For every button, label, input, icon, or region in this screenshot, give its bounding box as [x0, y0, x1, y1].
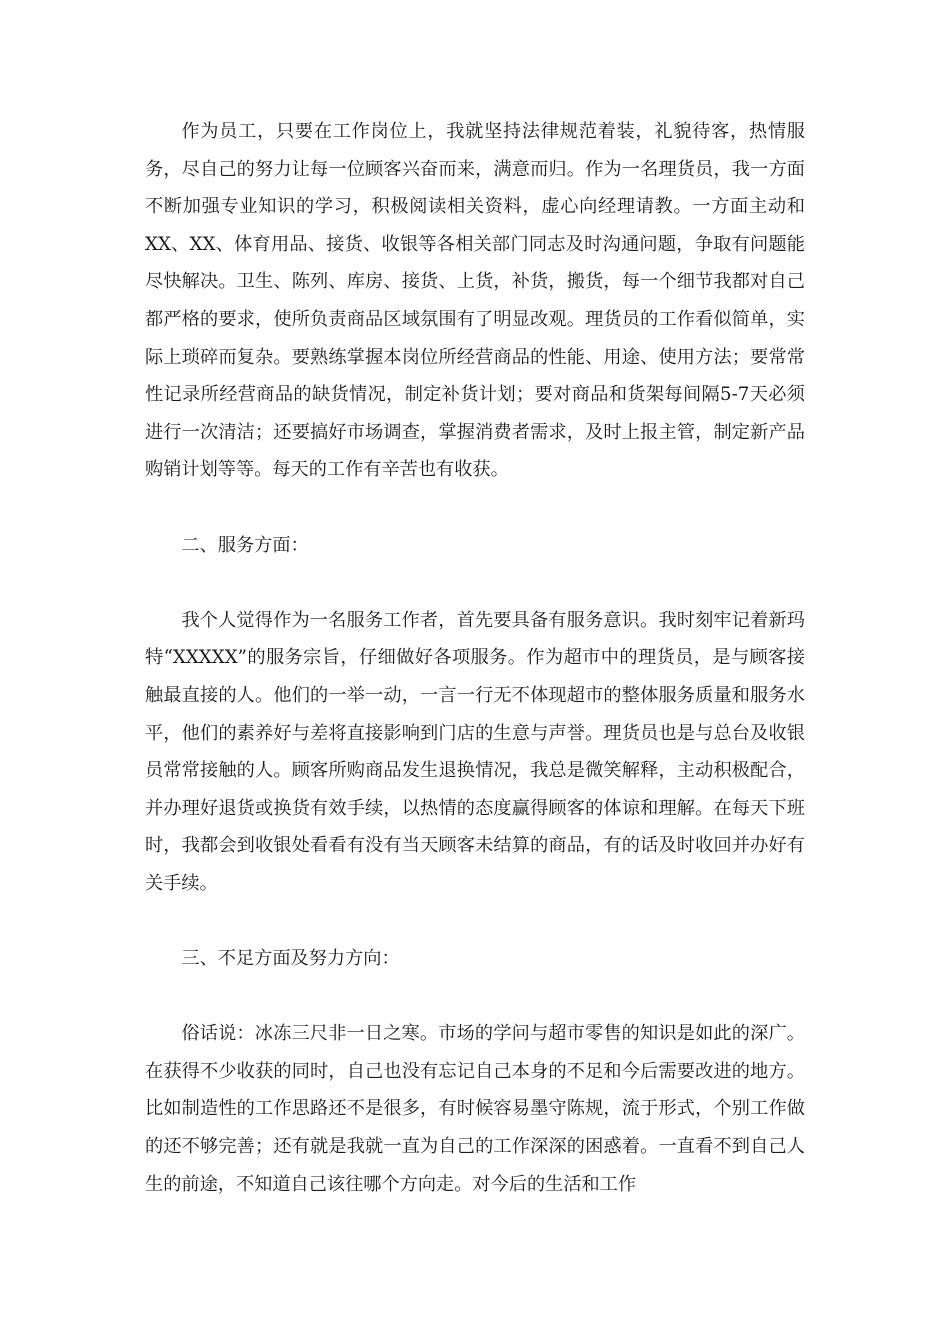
document-body [145, 113, 805, 1203]
paragraph-spacer [145, 489, 805, 527]
paragraph-spacer [145, 564, 805, 602]
section-heading-shortcomings: 三、不足方面及努力方向： [181, 948, 400, 970]
paragraph-shortcomings: 俗话说：冰冻三尺非一日之寒。市场的学问与超市零售的知识是如此的深广。在获得不少收获的同时，自己也没有忘记自己本身的不足和今后需要改进的地方。比如制造性的工作思路还不是很多，有时候容易墨守陈规，流于形式，个别工作做的还不够完善；还有就是我就一直为自己的工作深深的困惑着。一直看不到自己人生的前途，不知道自己该往哪个方向走。对今后的生活和工作 [145, 1023, 805, 1195]
paragraph-spacer [145, 978, 805, 1016]
paragraph-service: 我个人觉得作为一名服务工作者，首先要具备有服务意识。我时刻牢记着新玛特“XXXXX”的服务宗旨，仔细做好各项服务。作为超市中的理货员，是与顾客接触最直接的人。他们的一举一动，一言一行无不体现超市的整体服务质量和服务水平，他们的素养好与差将直接影响到门店的生意与声誉。理货员也是与总台及收银员常常接触的人。顾客所购商品发生退换情况，我总是微笑解释，主动积极配合，并办理好退货或换货有效手续，以热情的态度赢得顾客的体谅和理解。在每天下班时，我都会到收银处看看有没有当天顾客未结算的商品，有的话及时收回并办好有关手续。 [145, 609, 805, 894]
section-heading-service: 二、服务方面： [181, 534, 309, 556]
paragraph-employee-duties: 作为员工，只要在工作岗位上，我就坚持法律规范着装，礼貌待客，热情服务，尽自己的努力让每一位顾客兴奋而来，满意而归。作为一名理货员，我一方面不断加强专业知识的学习，积极阅读相关资料，虚心向经理请教。一方面主动和XX、XX、体育用品、接货、收银等各相关部门同志及时沟通问题，争取有问题能尽快解决。卫生、陈列、库房、接货、上货，补货，搬货，每一个细节我都对自己都严格的要求，使所负责商品区域氛围有了明显改观。理货员的工作看似简单，实际上琐碎而复杂。要熟练掌握本岗位所经营商品的性能、用途、使用方法；要常常性记录所经营商品的缺货情况，制定补货计划；要对商品和货架每间隔5-7天必须进行一次清洁；还要搞好市场调查，掌握消费者需求，及时上报主管，制定新产品购销计划等等。每天的工作有辛苦也有收获。 [145, 121, 805, 481]
paragraph-spacer [145, 902, 805, 940]
